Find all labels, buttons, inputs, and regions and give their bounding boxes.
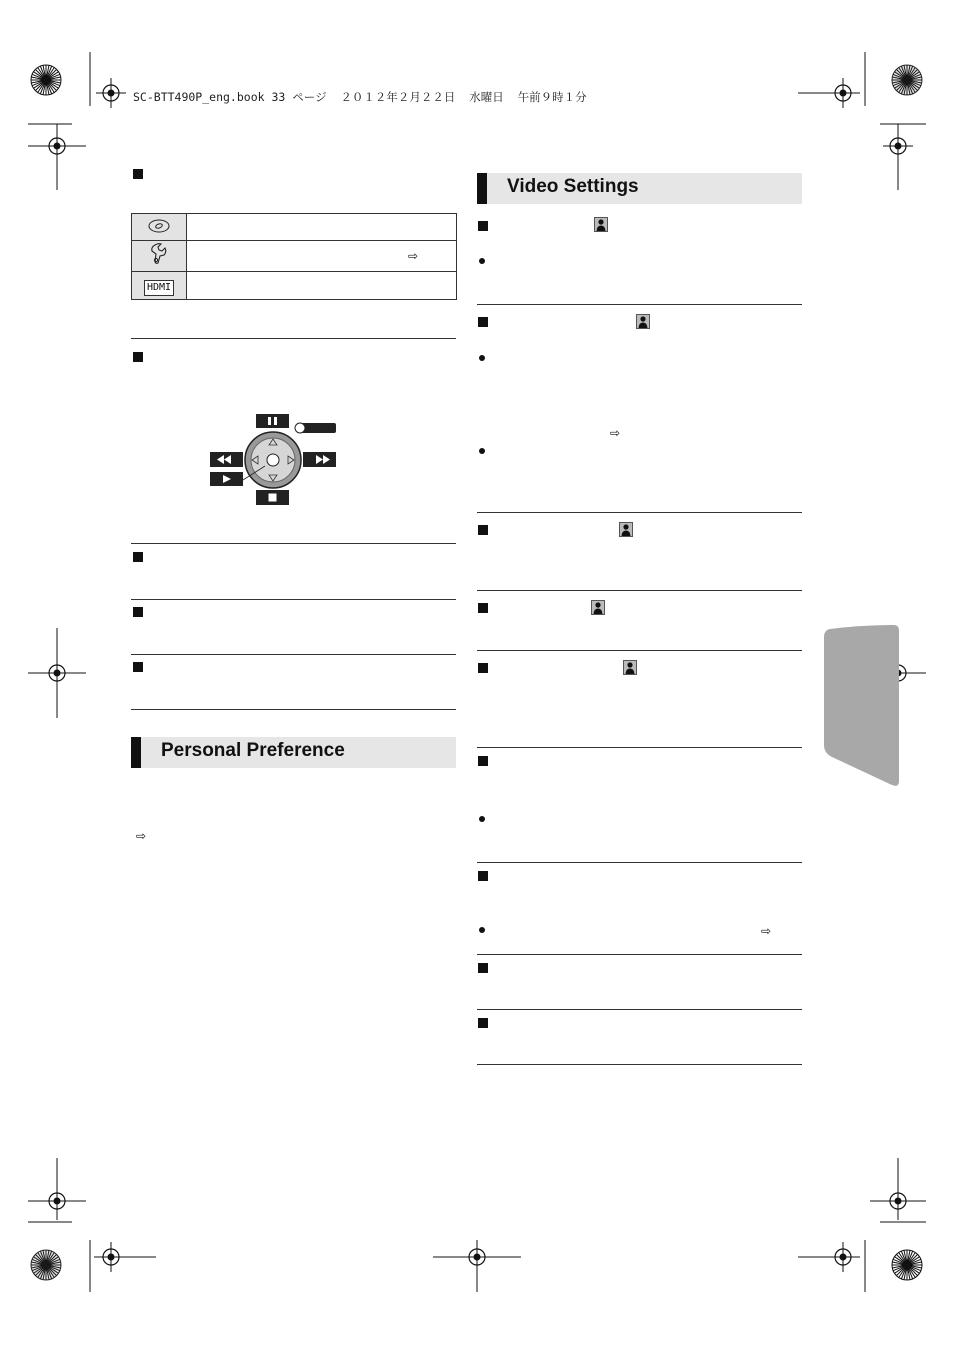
section-bullet xyxy=(133,552,143,562)
section-bullet xyxy=(478,603,488,613)
section-bullet xyxy=(133,169,143,179)
wrench-icon-cell xyxy=(132,241,187,272)
section-bullet xyxy=(478,756,488,766)
section-bullet xyxy=(133,352,143,362)
section-bullet xyxy=(133,607,143,617)
personal-preference-title: Personal Preference xyxy=(161,740,345,761)
section-bullet xyxy=(478,1018,488,1028)
divider xyxy=(477,747,802,748)
divider xyxy=(477,954,802,955)
section-bullet xyxy=(478,871,488,881)
video-settings-heading xyxy=(477,173,802,204)
divider xyxy=(131,543,456,544)
header-weekday: 水曜日 xyxy=(469,90,504,104)
section-bullet xyxy=(133,662,143,672)
list-bullet xyxy=(479,355,485,361)
section-bullet xyxy=(478,525,488,535)
icon-legend-table xyxy=(131,213,457,300)
restricted-person-icon xyxy=(636,314,650,329)
divider xyxy=(477,1009,802,1010)
disc-icon-cell xyxy=(132,214,187,241)
divider xyxy=(477,304,802,305)
list-bullet xyxy=(479,816,485,822)
personal-preference-heading xyxy=(131,737,456,768)
divider xyxy=(477,650,802,651)
restricted-person-icon xyxy=(623,660,637,675)
header-page-number: 33 xyxy=(271,90,286,104)
divider xyxy=(477,862,802,863)
disc-icon xyxy=(148,219,170,233)
restricted-person-icon xyxy=(594,217,608,232)
divider xyxy=(131,599,456,600)
list-bullet xyxy=(479,448,485,454)
restricted-person-icon xyxy=(619,522,633,537)
hdmi-icon-cell xyxy=(132,272,187,300)
divider xyxy=(477,1064,802,1065)
section-bullet xyxy=(478,963,488,973)
video-settings-title: Video Settings xyxy=(507,176,639,197)
header-time: 午前９時１分 xyxy=(517,90,587,104)
heading-accent-bar xyxy=(131,737,141,768)
header-file-name: SC-BTT490P_eng.book xyxy=(133,90,265,104)
divider xyxy=(131,338,456,339)
reference-arrow-icon: ⇨ xyxy=(136,829,147,843)
section-bullet xyxy=(478,663,488,673)
list-bullet xyxy=(479,927,485,933)
section-bullet xyxy=(478,317,488,327)
reference-arrow-icon: ⇨ xyxy=(761,924,772,938)
restricted-person-icon xyxy=(591,600,605,615)
reference-arrow-icon: ⇨ xyxy=(407,249,418,263)
hdmi-label-icon: HDMI xyxy=(144,280,174,296)
hdmi-row-description xyxy=(187,272,457,300)
heading-accent-bar xyxy=(477,173,487,204)
disc-row-description xyxy=(187,214,457,241)
divider xyxy=(477,512,802,513)
section-bullet xyxy=(478,221,488,231)
list-bullet xyxy=(479,258,485,264)
settings-wrench-icon xyxy=(150,243,168,265)
divider xyxy=(477,590,802,591)
reference-arrow-icon: ⇨ xyxy=(610,426,621,440)
divider xyxy=(131,709,456,710)
wrench-row-description xyxy=(187,241,457,272)
divider xyxy=(131,654,456,655)
remote-control-playback-buttons xyxy=(205,410,345,510)
header-date: ２０１２年２月２２日 xyxy=(340,90,456,104)
header-page-label: ページ xyxy=(292,90,327,104)
chapter-side-tab xyxy=(824,625,899,787)
